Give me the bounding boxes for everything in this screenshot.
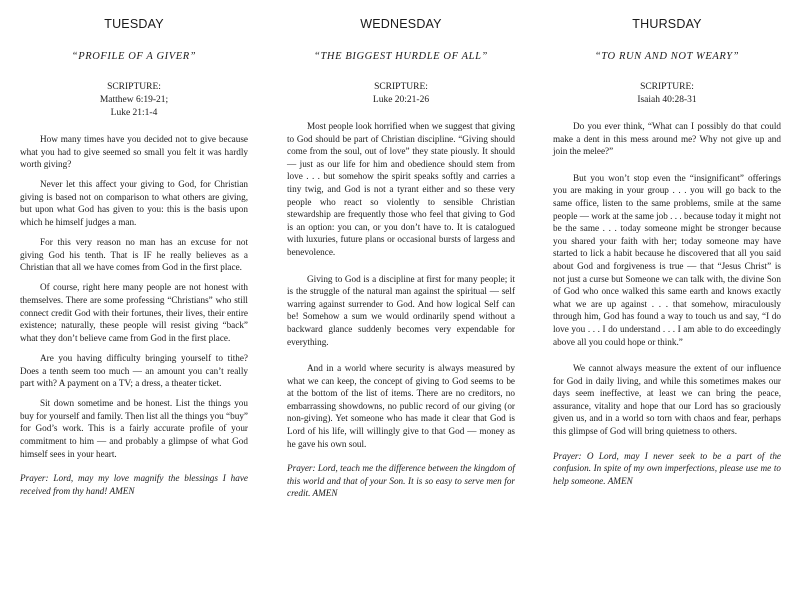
- scripture-label: SCRIPTURE:: [640, 82, 694, 92]
- day-heading: WEDNESDAY: [360, 17, 442, 31]
- paragraph: We cannot always measure the extent of our influence for God in daily living, and while this sometimes makes our days seem ineffective, at least we can bring the peace, assurance, vitality and hope that our Lord has so graciously given us, and in a world so torn with chaos and fear, perhaps this glimpse of God will bring quietness to others.: [553, 363, 781, 437]
- paragraph: Most people look horrified when we suggest that giving to God should be part of Christian discipline. “Giving should come from the soul, out of love” they state piously. It should — just as our life for him and obedience should stem from love . . . but somehow the spirit speaks softly and carries a tiny twig, and God is not a tyrant either and so these very people who react so violently to sensible Christian stewardship are frequently those who feel that giving to God is an option: you can, or you don’t have to. It is catalogued with luxuries, future plans or occasional bursts of largess and benevolence.: [287, 121, 515, 257]
- tuesday-column: [20, 16, 248, 497]
- day-heading: THURSDAY: [632, 17, 702, 31]
- paragraph: And in a world where security is always measured by what we can keep, the concept of giving to God seems to be at the bottom of the list of items. There are no creditors, no embarrassing showdowns, no public record of our giving (or non-giving). Yet someone who has made it clear that God is Lord of his life, will willingly give to that God — money as he gave his own soul.: [287, 363, 515, 449]
- scripture-label: SCRIPTURE:: [107, 82, 161, 92]
- paragraph: How many times have you decided not to give because what you had to give seemed so small you felt it was hardly worth giving?: [20, 134, 248, 170]
- devotion-title: “PROFILE OF A GIVER”: [71, 51, 197, 62]
- scripture-ref: Matthew 6:19-21;: [99, 95, 169, 105]
- paragraph: Never let this affect your giving to God, for Christian giving is based not on comparison to what others are giving, but upon what God has given to you: this is the basis upon which he himself judges a man.: [20, 179, 248, 228]
- devotion-title: “THE BIGGEST HURDLE OF ALL”: [314, 51, 488, 62]
- paragraph: Sit down sometime and be honest. List the things you buy for yourself and family. Then list all the things you “buy” for God’s work. This is a fairly accurate profile of your commitment to him — and probably a glimpse of what God himself sees in your heart.: [20, 398, 248, 459]
- paragraph: Do you ever think, “What can I possibly do that could make a dent in this mess around me? Why not give up and join the melee?”: [553, 121, 781, 157]
- scripture-label: SCRIPTURE:: [374, 82, 428, 92]
- wednesday-column: [287, 16, 515, 500]
- day-heading: TUESDAY: [104, 17, 164, 31]
- prayer: Prayer: Lord, may my love magnify the blessings I have received from thy hand! AMEN: [20, 473, 248, 496]
- devotion-body: [287, 120, 515, 450]
- thursday-column: [553, 16, 781, 487]
- scripture-ref: Luke 20:21-26: [372, 95, 430, 105]
- devotion-body: [553, 120, 781, 438]
- scripture-ref: Luke 21:1-4: [110, 108, 158, 118]
- devotion-title: “TO RUN AND NOT WEARY”: [594, 51, 740, 62]
- paragraph: For this very reason no man has an excuse for not giving God his tenth. That is IF he really believes as a Christian that all we have comes from God in the first place.: [20, 237, 248, 273]
- scripture-ref: Isaiah 40:28-31: [637, 95, 697, 105]
- paragraph: Of course, right here many people are not honest with themselves. There are some professing “Christians” who still connect credit God with their fortunes, their lives, their entire existence; naturally, these people will resist giving “back” what they don’t believe came from God in the first place.: [20, 282, 248, 343]
- prayer: Prayer: Lord, teach me the difference between the kingdom of this world and that of your Son. It is so easy to serve men for credit. AMEN: [287, 463, 515, 499]
- paragraph: Are you having difficulty bringing yourself to tithe? Does a tenth seem too much — an amount you can’t really part with? A payment on a TV; a dress, a theater ticket.: [20, 352, 248, 389]
- paragraph: Giving to God is a discipline at first for many people; it is the struggle of the natural man against the spiritual — self warring against surrender to God. And how logical Self can be! Somehow a sum we would ordinarily spend without a backward glance suddenly becomes very expendable for everything.: [287, 273, 515, 347]
- devotion-body: [20, 133, 248, 460]
- paragraph: But you won’t stop even the “insignificant” offerings you are making in your group . . . you will go back to the same office, listen to the same problems, smile at the same people — work at the same job . . . because today it might not be the same . . . today someone might be stronger because you shared your faith with her; today someone may have started to lick a habit because he discovered that all you said about God and forgiveness is true — that “Jesus Christ” is not just a curse but Someone we can talk with, the divine Son of God who once walked this same earth and knows exactly what we are up against . . . that somehow, miraculously through him, God has found a way to touch us and say, “I do love you . . . I do understand . . . I am able to do exceedingly above all you could hope or think.”: [553, 172, 781, 347]
- prayer: Prayer: O Lord, may I never seek to be a part of the confusion. In spite of my own imperfections, please use me to help someone. AMEN: [553, 450, 781, 486]
